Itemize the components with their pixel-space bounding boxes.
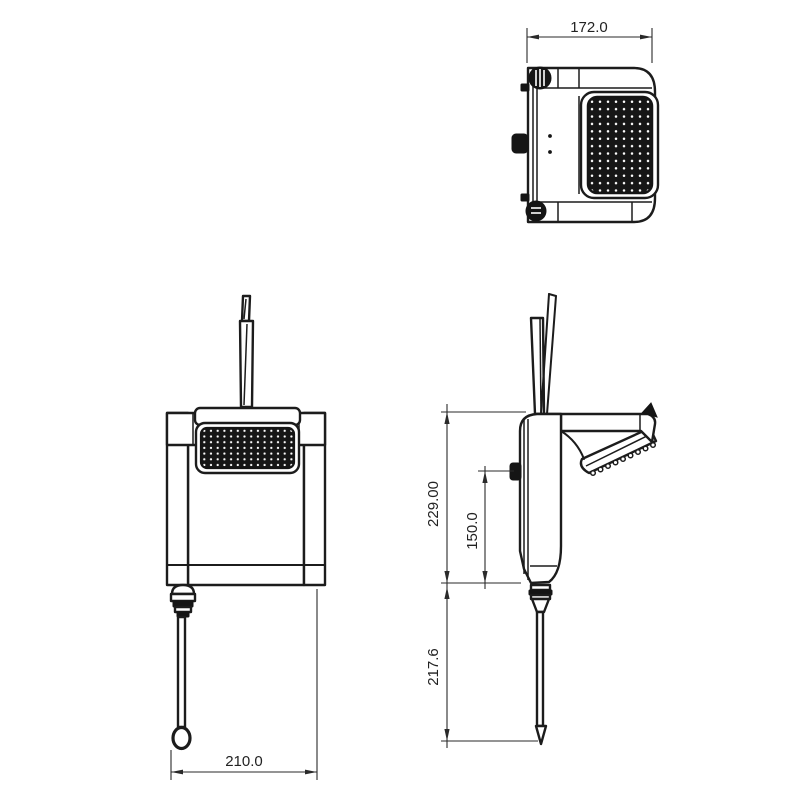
screw-bottom xyxy=(526,201,546,221)
mount-nub-top xyxy=(521,84,529,91)
dimension-label-side-inner: 150.0 xyxy=(464,512,481,550)
body-side xyxy=(520,414,561,583)
screw-top xyxy=(529,67,551,89)
knob-top-view xyxy=(512,134,528,153)
dimension-label-front-width: 210.0 xyxy=(225,753,263,770)
dimension-label-wand-length: 217.6 xyxy=(425,648,442,686)
pull-ring xyxy=(173,728,190,749)
hose-fitting-front xyxy=(171,585,195,617)
spray-grille-front xyxy=(201,428,294,468)
dimension-label-top-width: 172.0 xyxy=(570,19,608,36)
mount-nub-bottom xyxy=(521,194,529,201)
spray-grille-top-view xyxy=(588,97,652,193)
wand-tube xyxy=(537,612,543,726)
pull-cord xyxy=(178,617,185,727)
dimension-label-side-total: 229.00 xyxy=(425,481,442,527)
